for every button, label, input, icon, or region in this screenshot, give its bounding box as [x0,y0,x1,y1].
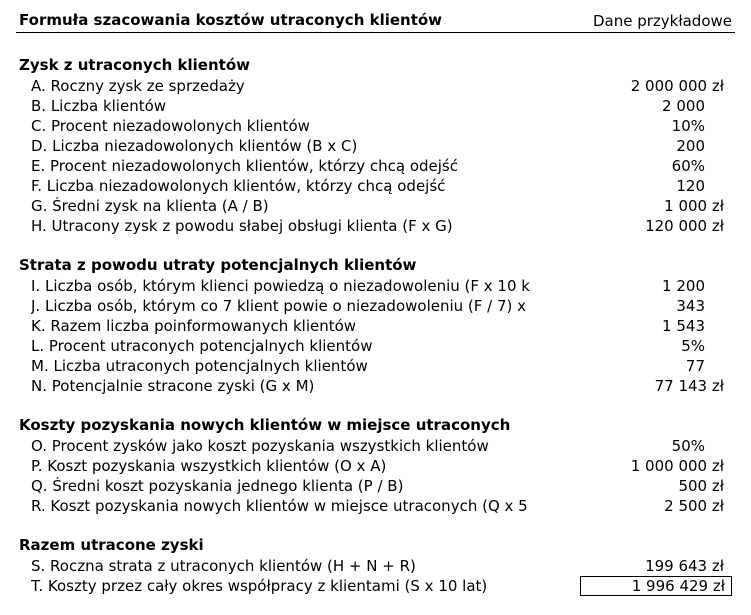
table-row [0,176,751,196]
row-label: T. Koszty przez cały okres współpracy z klientami (S x 10 lat) [31,577,488,595]
row-value: 120 [676,177,705,195]
row-value: 199 643 zł [645,557,724,575]
section-title: Koszty pozyskania nowych klientów w miejsce utraconych [19,416,511,434]
row-label: E. Procent niezadowolonych klientów, którzy chcą odejść [31,157,458,175]
row-value: 5% [681,337,705,355]
table-row [0,456,751,476]
row-label: K. Razem liczba poinformowanych klientów [31,317,357,335]
table-row [0,136,751,156]
row-label: I. Liczba osób, którym klienci powiedzą o niezadowoleniu (F x 10 k [31,277,530,295]
row-label: G. Średni zysk na klienta (A / B) [31,197,269,215]
row-label: P. Koszt pozyskania wszystkich klientów (O x A) [31,457,387,475]
row-label: N. Potencjalnie stracone zyski (G x M) [31,377,315,395]
sheet-title: Formuła szacowania kosztów utraconych klientów [19,11,443,29]
row-value: 500 zł [678,477,724,495]
row-label: L. Procent utraconych potencjalnych klientów [31,337,373,355]
table-row [0,436,751,456]
sample-data-label: Dane przykładowe [592,12,732,30]
row-label: A. Roczny zysk ze sprzedaży [31,77,245,95]
row-value: 1 543 [662,317,705,335]
row-value: 10% [671,117,705,135]
row-value: 1 000 000 zł [630,457,724,475]
row-value: 77 143 zł [654,377,724,395]
total-value-cell: 1 996 429 zł [580,576,732,596]
table-row [0,216,751,236]
table-row [0,376,751,396]
section-title: Razem utracone zyski [19,536,204,554]
table-row [0,476,751,496]
row-label: B. Liczba klientów [31,97,167,115]
row-label: J. Liczba osób, którym co 7 klient powie o niezadowoleniu (F / 7) x [31,297,527,315]
table-row [0,116,751,136]
row-label: M. Liczba utraconych potencjalnych klientów [31,357,368,375]
row-label: D. Liczba niezadowolonych klientów (B x C) [31,137,358,155]
row-value: 60% [671,157,705,175]
row-label: Q. Średni koszt pozyskania jednego klienta (P / B) [31,477,404,495]
row-value: 2 000 000 zł [630,77,724,95]
section-title: Strata z powodu utraty potencjalnych klientów [19,256,417,274]
row-value: 2 000 [662,97,705,115]
section-title: Zysk z utraconych klientów [19,56,250,74]
row-value: 343 [676,297,705,315]
row-label: O. Procent zysków jako koszt pozyskania wszystkich klientów [31,437,489,455]
row-label: H. Utracony zysk z powodu słabej obsługi klienta (F x G) [31,217,453,235]
sheet-header [16,8,735,33]
table-row [0,196,751,216]
table-row [0,496,751,516]
table-row [0,276,751,296]
row-value: 120 000 zł [645,217,724,235]
table-row [0,336,751,356]
row-label: C. Procent niezadowolonych klientów [31,117,310,135]
table-row [0,356,751,376]
table-row-total [0,576,751,596]
table-row [0,76,751,96]
row-label: F. Liczba niezadowolonych klientów, którzy chcą odejść [31,177,446,195]
table-row [0,96,751,116]
table-row [0,556,751,576]
row-value: 50% [671,437,705,455]
row-label: R. Koszt pozyskania nowych klientów w miejsce utraconych (Q x 5 [31,497,528,515]
row-value: 1 000 zł [664,197,724,215]
row-value: 77 [685,357,705,375]
row-label: S. Roczna strata z utraconych klientów (H + N + R) [31,557,416,575]
table-row [0,156,751,176]
table-row [0,296,751,316]
row-value: 200 [676,137,705,155]
row-value: 1 200 [662,277,705,295]
table-row [0,316,751,336]
row-value: 2 500 zł [664,497,724,515]
